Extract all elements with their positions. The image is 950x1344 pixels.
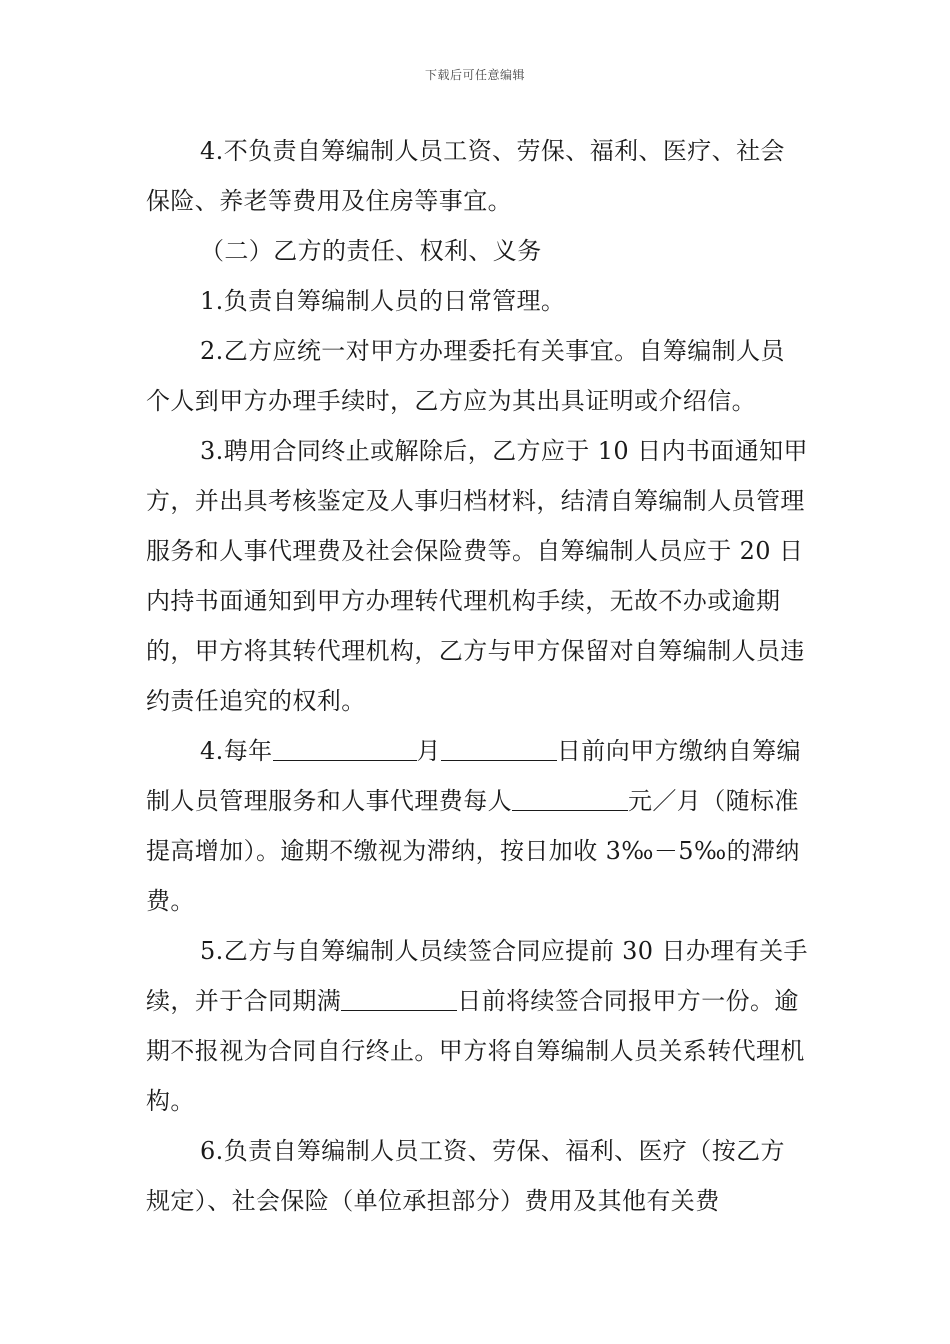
paragraph-item-5 xyxy=(146,926,808,1126)
paragraph-item-1: 1.负责自筹编制人员的日常管理。 xyxy=(200,287,566,315)
section-heading: （二）乙方的责任、权利、义务 xyxy=(200,237,542,265)
blank-renewal-date[interactable] xyxy=(341,984,457,1011)
paragraph-item-5-part2: 日前将续签合同报甲方一份。逾期不报视为合同自行终止。甲方将自筹编制人员关系转代理机构。 xyxy=(146,987,805,1115)
document-body xyxy=(146,126,808,1226)
paragraph-item-3: 3.聘用合同终止或解除后，乙方应于 10 日内书面通知甲方，并出具考核鉴定及人事归档材料，结清自筹编制人员管理服务和人事代理费及社会保险费等。自筹编制人员应于 20 日内持书面通知到甲方办理转代理机构手续，无故不办或逾期的，甲方将其转代理机构，乙方与甲方保留对自筹编制人员违约责任追究的权利。 xyxy=(146,437,808,715)
paragraph-item-4-part2: 月 xyxy=(416,737,441,765)
page-header: 下载后可任意编辑 xyxy=(424,68,525,82)
paragraph-1: 4.不负责自筹编制人员工资、劳保、福利、医疗、社会保险、养老等费用及住房等事宜。 xyxy=(146,137,785,215)
paragraph-item-2: 2.乙方应统一对甲方办理委托有关事宜。自筹编制人员个人到甲方办理手续时，乙方应为其出具证明或介绍信。 xyxy=(146,337,785,415)
paragraph-item-4-part3: 日前向甲方缴纳自筹编制人员管理服务和人事代理费每人 xyxy=(146,737,801,815)
blank-month[interactable] xyxy=(273,734,417,761)
paragraph-item-4 xyxy=(146,726,808,926)
blank-amount[interactable] xyxy=(512,784,628,811)
paragraph-item-6: 6.负责自筹编制人员工资、劳保、福利、医疗（按乙方规定）、社会保险（单位承担部分）费用及其他有关费 xyxy=(146,1137,785,1215)
paragraph-item-5-part1: 5.乙方与自筹编制人员续签合同应提前 30 日办理有关手续，并于合同期满 xyxy=(146,937,808,1015)
paragraph-item-4-part4: 元／月（随标准提高增加）。逾期不缴视为滞纳，按日加收 3‰－5‰的滞纳费。 xyxy=(146,787,800,915)
blank-day[interactable] xyxy=(441,734,557,761)
paragraph-item-4-part1: 4.每年 xyxy=(200,737,273,765)
